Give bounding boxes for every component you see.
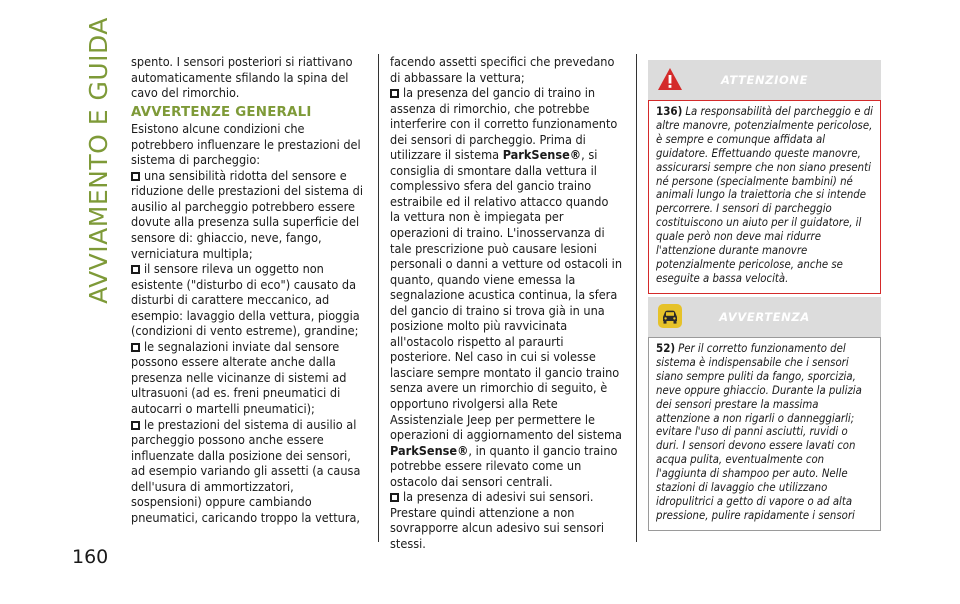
square-bullet-icon	[131, 343, 140, 352]
column2-intro: facendo assetti specifici che prevedano di abbassare la vettura;	[390, 54, 615, 85]
chapter-title-text: AVVIAMENTO E GUIDA	[83, 16, 113, 304]
attenzione-text: La responsabilità del parcheggio e di altre manovre, potenzialmente pericolose, è sempre e comunque affidata al guidatore. Effettuando queste manovre, assicurarsi sempre che non siano presenti né persone (specialmente bambini) né animali lungo la traiettoria che si intende percorrere. I sensori di parcheggio costituiscono un aiuto per il guidatore, il quale però non deve mai ridurre l'attenzione durante manovre potenzialmente pericolose, anche se eseguite a bassa velocità.	[656, 105, 874, 285]
square-bullet-icon	[131, 421, 140, 430]
bullet-text: la presenza di adesivi sui sensori. Prestare quindi attenzione a non sovrapporre alcun adesivo sui sensori stessi.	[390, 489, 605, 551]
attenzione-title: ATTENZIONE	[720, 73, 809, 87]
bullet-text-part: , in quanto il gancio traino potrebbe essere rilevato come un ostacolo dai sensori centrali.	[390, 442, 618, 489]
brand-name: ParkSense®	[390, 442, 469, 458]
attenzione-box	[648, 60, 881, 294]
column1-intro: spento. I sensori posteriori si riattivano automaticamente sfilando la spina del cavo del rimorchio.	[131, 54, 353, 101]
attenzione-body	[648, 100, 881, 294]
bullet-text: le prestazioni del sistema di ausilio al parcheggio possono anche essere influenzate dalla posizione dei sensori, ad esempio variando gli assetti (a causa dell'usura di ammortizzatori, sospensioni) oppure cambiando pneumatici, caricando troppo la vettura,	[131, 416, 361, 525]
text-column-1	[131, 54, 363, 525]
bullet-text: il sensore rileva un oggetto non esistente ("disturbo di eco") causato da disturbi di carattere meccanico, ad esempio: lavaggio della vettura, pioggia (condizioni di vento estreme), grandine;	[131, 261, 360, 339]
avvertenza-header	[648, 297, 881, 337]
column1-paragraph: Esistono alcune condizioni che potrebbero influenzare le prestazioni del sistema di parcheggio:	[131, 121, 361, 168]
bullet-item	[131, 168, 363, 261]
avvertenza-title: AVVERTENZA	[719, 310, 810, 324]
car-warning-icon	[657, 303, 683, 329]
square-bullet-icon	[131, 265, 140, 274]
bullet-text-part: la presenza del gancio di traino in assenza di rimorchio, che potrebbe interferire con il corretto funzionamento dei sensori di parcheggio. Prima di utilizzare il sistema	[390, 85, 618, 163]
section-heading: AVVERTENZE GENERALI	[131, 104, 312, 120]
avvertenza-text: Per il corretto funzionamento del sistema è indispensabile che i sensori siano sempre puliti da fango, sporcizia, neve oppure ghiaccio. Durante la pulizia dei sensori prestare la massima attenzione a non rigarli o danneggiarli; evitare l'uso di panni asciutti, ruvidi o duri. I sensori devono essere lavati con acqua pulita, eventualmente con l'aggiunta di shampoo per auto. Nelle stazioni di lavaggio che utilizzano idropulitrici a getto di vapore o ad alta pressione, pulire rapidamente i sensori	[656, 342, 862, 522]
square-bullet-icon	[390, 89, 399, 98]
bullet-item	[131, 339, 363, 417]
avvertenza-body	[648, 337, 881, 531]
note-number: 136)	[656, 104, 683, 118]
brand-name: ParkSense®	[502, 147, 582, 163]
bullet-item	[131, 417, 363, 526]
bullet-text: le segnalazioni inviate dal sensore possono essere alterate anche dalla presenza nelle vicinanze di sistemi ad ultrasuoni (ad es. freni pneumatici di autocarri o martelli pneumatici);	[131, 338, 347, 417]
danger-triangle-icon	[657, 66, 683, 92]
square-bullet-icon	[131, 172, 140, 181]
bullet-item	[131, 261, 363, 339]
bullet-text-part: , si consiglia di smontare dalla vettura il complessivo sfera del gancio traino estraibile ed il relativo attacco quando la vettura non è impiegata per operazioni di traino. L'inosservanza di tale prescrizione può causare lesioni personali o danni a vetture od ostacoli in quanto, quando viene emessa la segnalazione acustica continua, la sfera del gancio di traino si trova già in una posizione molto più ravvicinata all'ostacolo rispetto al paraurti posteriore. Nel caso in cui si volesse lasciare sempre montato il gancio traino senza avere un rimorchio di seguito, è opportuno rivolgersi alla Rete Assistenziale Jeep per permettere le operazioni di aggiornamento del sistema	[390, 147, 623, 443]
column-divider	[378, 54, 379, 542]
avvertenza-box	[648, 297, 881, 531]
attenzione-header	[648, 60, 881, 100]
bullet-item	[390, 489, 622, 551]
column-divider	[636, 54, 637, 542]
bullet-item	[390, 85, 622, 489]
bullet-text: una sensibilità ridotta del sensore e riduzione delle prestazioni del sistema di ausilio al parcheggio potrebbero essere dovute alla presenza sulla superficie del sensore di: ghiaccio, neve, fango, verniciatura multipla;	[131, 167, 363, 261]
square-bullet-icon	[390, 493, 399, 502]
page-number: 160	[72, 546, 109, 568]
text-column-2	[390, 54, 622, 552]
note-number: 52)	[656, 341, 676, 355]
